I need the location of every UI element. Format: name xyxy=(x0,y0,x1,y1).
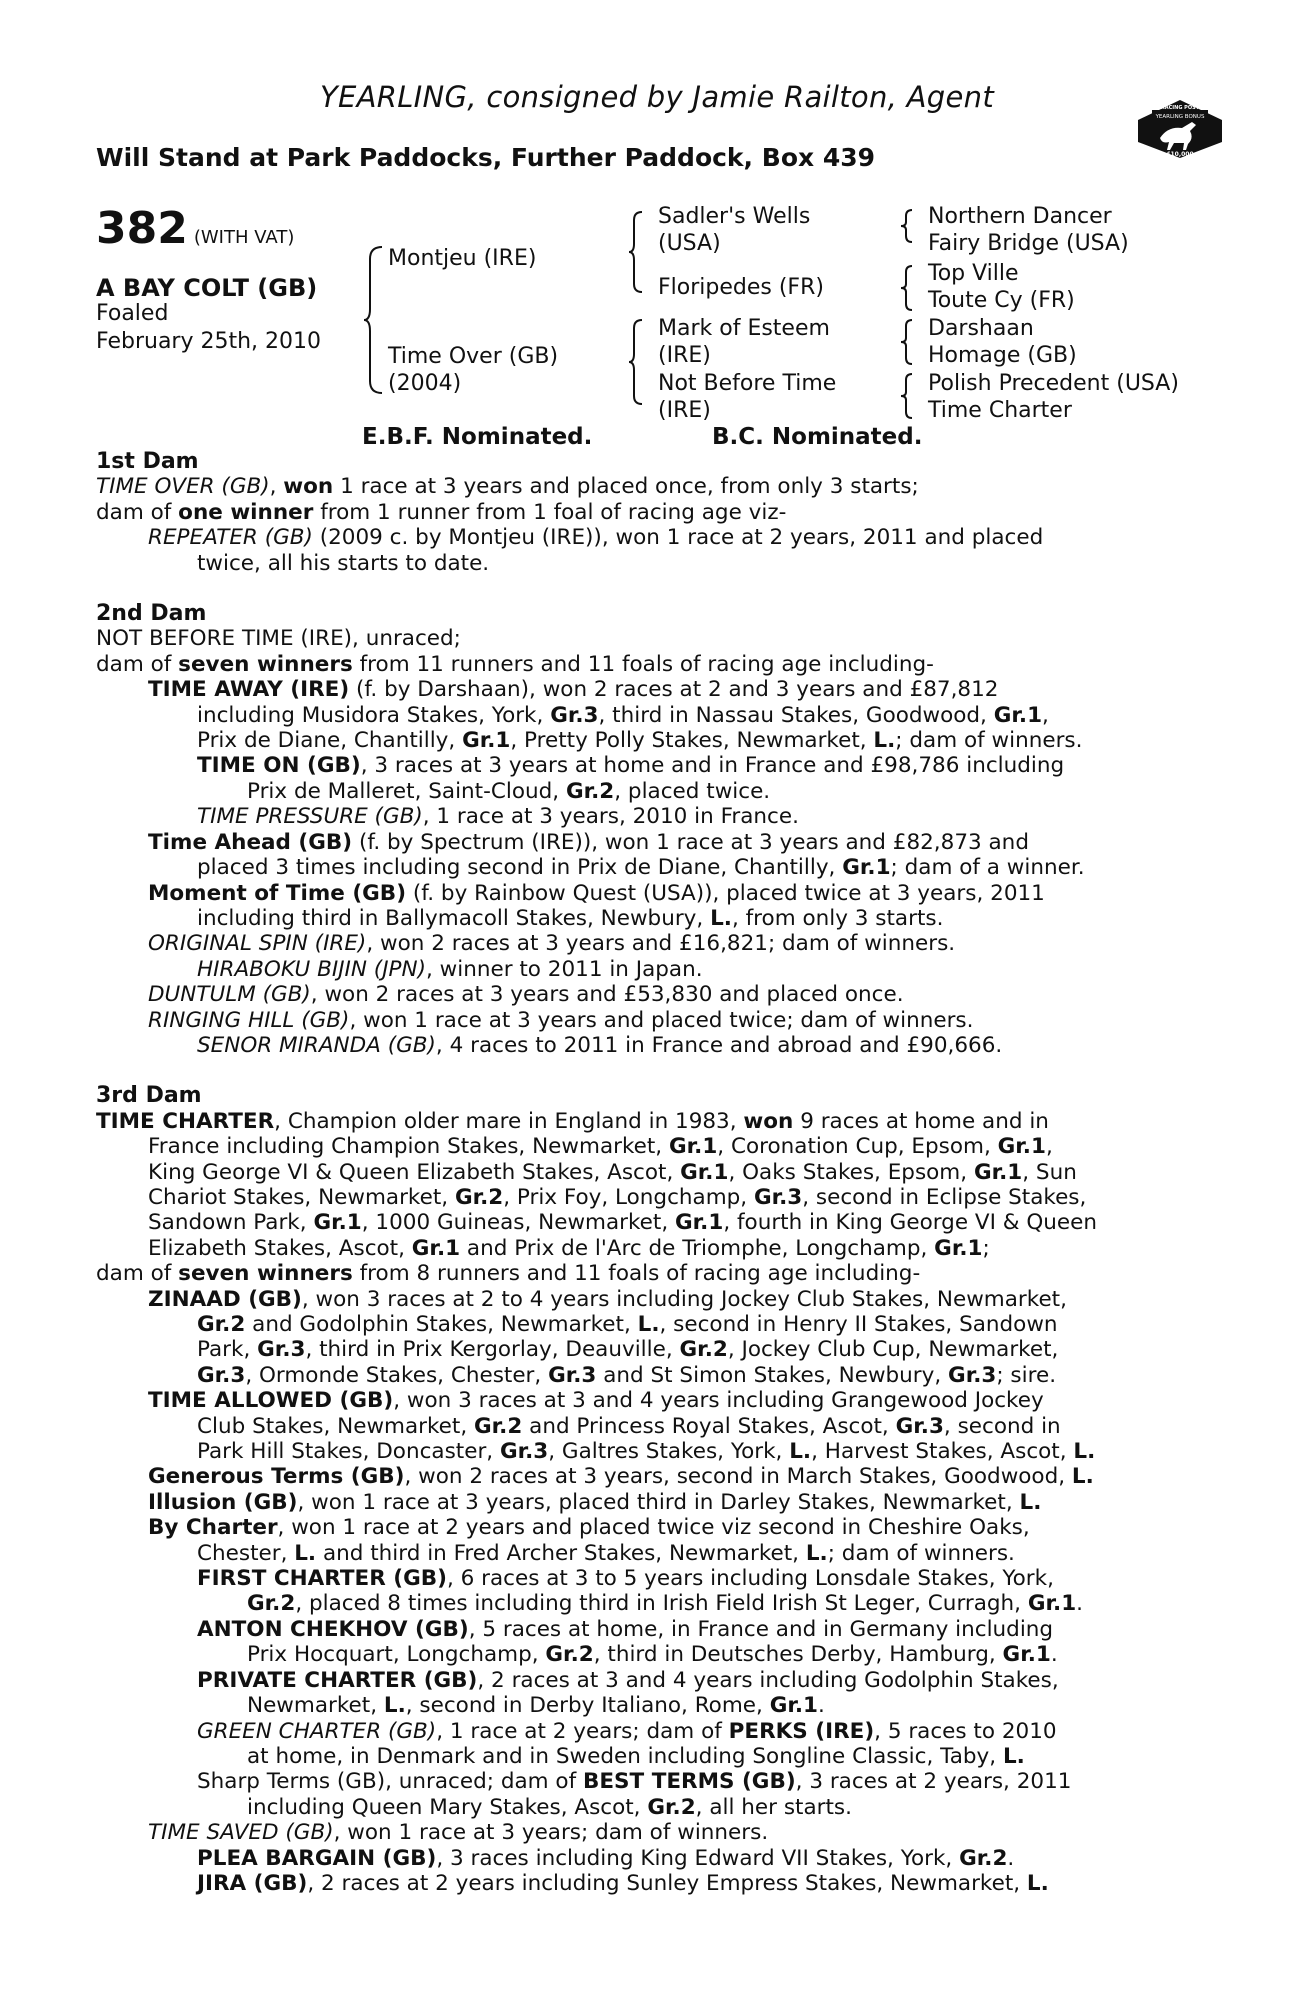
first-dam-heading: 1st Dam xyxy=(96,449,199,474)
sire-dam: Floripedes (FR) xyxy=(658,275,824,300)
lot-name: A BAY COLT (GB) xyxy=(96,274,318,302)
produce-entry-cont: Prix de Malleret, Saint-Cloud, Gr.2, placed twice. xyxy=(247,778,771,804)
gg-1 xyxy=(928,203,1129,257)
third-dam-line-cont: France including Champion Stakes, Newmarket, Gr.1, Coronation Cup, Epsom, Gr.1, xyxy=(148,1134,1053,1160)
gg-3 xyxy=(928,315,1077,369)
lot-number: 382 xyxy=(96,203,188,254)
produce-entry: FIRST CHARTER (GB), 6 races at 3 to 5 years including Lonsdale Stakes, York, xyxy=(197,1566,1054,1592)
produce-entry: TIME ALLOWED (GB), won 3 races at 3 and 4 years including Grangewood Jockey xyxy=(148,1388,1044,1414)
dam-year: (2004) xyxy=(388,371,462,396)
dam-dam-name: Not Before Time xyxy=(658,371,837,396)
gg-sire-2: Top Ville xyxy=(928,261,1019,286)
sire-sire xyxy=(658,203,810,257)
pedigree-brace-gg1 xyxy=(900,208,916,244)
produce-entry: RINGING HILL (GB), won 1 race at 3 years and placed twice; dam of winners. xyxy=(148,1007,974,1033)
third-dam-line-cont: Chariot Stakes, Newmarket, Gr.2, Prix Foy, Longchamp, Gr.3, second in Eclipse Stakes, xyxy=(148,1184,1087,1210)
produce-entry: GREEN CHARTER (GB), 1 race at 2 years; dam of PERKS (IRE), 5 races to 2010 xyxy=(197,1718,1057,1744)
third-dam-line-cont: King George VI & Queen Elizabeth Stakes, Ascot, Gr.1, Oaks Stakes, Epsom, Gr.1, Sun xyxy=(148,1159,1077,1185)
produce-entry-cont: Prix de Diane, Chantilly, Gr.1, Pretty Polly Stakes, Newmarket, L.; dam of winners. xyxy=(197,728,1083,754)
produce-entry: TIME ON (GB), 3 races at 3 years at home and in France and £98,786 including xyxy=(197,753,1065,779)
consignment-heading: YEARLING, consigned by Jamie Railton, Agent xyxy=(319,80,994,114)
produce-entry: ZINAAD (GB), won 3 races at 2 to 4 years including Jockey Club Stakes, Newmarket, xyxy=(148,1286,1067,1312)
produce-entry-cont: including Musidora Stakes, York, Gr.3, third in Nassau Stakes, Goodwood, Gr.1, xyxy=(197,702,1049,728)
produce-entry: HIRABOKU BIJIN (JPN), winner to 2011 in Japan. xyxy=(197,956,703,982)
produce-entry-cont: Club Stakes, Newmarket, Gr.2 and Princess Royal Stakes, Ascot, Gr.3, second in xyxy=(197,1413,1061,1439)
pedigree-brace-sire xyxy=(628,210,646,294)
produce-entry-cont: including third in Ballymacoll Stakes, Newbury, L., from only 3 starts. xyxy=(197,905,944,931)
produce-entry-cont: placed 3 times including second in Prix de Diane, Chantilly, Gr.1; dam of a winner. xyxy=(197,855,1085,881)
vat-note: (WITH VAT) xyxy=(193,227,295,248)
pedigree-brace-main xyxy=(362,245,386,395)
pedigree-brace-gg3 xyxy=(900,318,916,366)
produce-entry-cont: including Queen Mary Stakes, Ascot, Gr.2, all her starts. xyxy=(247,1794,852,1820)
dam-sire-origin: (IRE) xyxy=(658,343,711,368)
dam-sire xyxy=(658,315,830,369)
third-dam-line: TIME CHARTER, Champion older mare in England in 1983, won 9 races at home and in xyxy=(96,1108,1049,1134)
produce-entry: TIME PRESSURE (GB), 1 race at 3 years, 2010 in France. xyxy=(197,804,799,830)
produce-entry-cont: Park Hill Stakes, Doncaster, Gr.3, Galtres Stakes, York, L., Harvest Stakes, Ascot, L. xyxy=(197,1439,1096,1465)
dam-sire-name: Mark of Esteem xyxy=(658,316,830,341)
ebf-nomination: E.B.F. Nominated. xyxy=(362,424,593,450)
produce-entry-cont: Park, Gr.3, third in Prix Kergorlay, Deauville, Gr.2, Jockey Club Cup, Newmarket, xyxy=(197,1337,1059,1363)
bc-nomination: B.C. Nominated. xyxy=(712,424,923,450)
produce-entry-cont: Prix Hocquart, Longchamp, Gr.2, third in Deutsches Derby, Hamburg, Gr.1. xyxy=(247,1642,1058,1668)
produce-entry-cont: Gr.2 and Godolphin Stakes, Newmarket, L., second in Henry II Stakes, Sandown xyxy=(197,1312,1058,1337)
pedigree-brace-gg2 xyxy=(900,264,916,312)
third-dam-line-cont: Sandown Park, Gr.1, 1000 Guineas, Newmarket, Gr.1, fourth in King George VI & Queen xyxy=(148,1210,1098,1236)
gg-dam-2: Toute Cy (FR) xyxy=(928,288,1075,313)
gg-dam-4: Time Charter xyxy=(928,398,1072,423)
badge-mid-text: YEARLING BONUS xyxy=(1155,114,1205,120)
foaled-info xyxy=(96,300,321,356)
third-dam-produce-summary: dam of seven winners from 8 runners and 11 foals of racing age including- xyxy=(96,1261,921,1287)
produce-entry: REPEATER (GB) (2009 c. by Montjeu (IRE)), won 1 race at 2 years, 2011 and placed xyxy=(148,525,1044,551)
gg-sire-3: Darshaan xyxy=(928,316,1034,341)
sire-sire-origin: (USA) xyxy=(658,231,721,256)
second-dam-line: NOT BEFORE TIME (IRE), unraced; xyxy=(96,626,461,652)
dam-name: Time Over (GB) xyxy=(388,344,559,369)
produce-entry: ORIGINAL SPIN (IRE), won 2 races at 3 years and £16,821; dam of winners. xyxy=(148,931,956,957)
sire: Montjeu (IRE) xyxy=(388,246,537,271)
foaled-label: Foaled xyxy=(96,301,169,326)
produce-entry: TIME SAVED (GB), won 1 race at 3 years; dam of winners. xyxy=(148,1820,769,1846)
gg-2 xyxy=(928,260,1075,314)
produce-entry: Moment of Time (GB) (f. by Rainbow Quest (USA)), placed twice at 3 years, 2011 xyxy=(148,880,1045,906)
third-dam-heading: 3rd Dam xyxy=(96,1083,202,1109)
produce-entry-cont: Newmarket, L., second in Derby Italiano, Rome, Gr.1. xyxy=(247,1693,825,1719)
produce-entry: PLEA BARGAIN (GB), 3 races including King Edward VII Stakes, York, Gr.2. xyxy=(197,1845,1015,1871)
produce-entry-cont: Chester, L. and third in Fred Archer Stakes, Newmarket, L.; dam of winners. xyxy=(197,1540,1015,1566)
stand-location: Will Stand at Park Paddocks, Further Paddock, Box 439 xyxy=(96,143,876,172)
yearling-bonus-badge xyxy=(1130,98,1230,160)
lot-number-block xyxy=(96,203,294,254)
produce-entry: Illusion (GB), won 1 race at 3 years, placed third in Darley Stakes, Newmarket, L. xyxy=(148,1489,1042,1515)
produce-entry: PRIVATE CHARTER (GB), 2 races at 3 and 4 years including Godolphin Stakes, xyxy=(197,1667,1059,1693)
first-dam-produce-summary: dam of one winner from 1 runner from 1 foal of racing age viz- xyxy=(96,499,787,525)
gg-dam-3: Homage (GB) xyxy=(928,343,1077,368)
catalogue-body xyxy=(96,449,1206,1896)
foaled-date: February 25th, 2010 xyxy=(96,329,322,354)
produce-entry: Generous Terms (GB), won 2 races at 3 years, second in March Stakes, Goodwood, L. xyxy=(148,1464,1094,1490)
pedigree-brace-dam xyxy=(628,318,646,406)
second-dam-produce-summary: dam of seven winners from 11 runners and 11 foals of racing age including- xyxy=(96,651,934,677)
produce-entry-cont: twice, all his starts to date. xyxy=(197,550,490,576)
badge-bottom-text: £10,000 xyxy=(1166,151,1194,158)
first-dam-line: TIME OVER (GB), won 1 race at 3 years and placed once, from only 3 starts; xyxy=(96,474,919,500)
produce-entry: JIRA (GB), 2 races at 2 years including Sunley Empress Stakes, Newmarket, L. xyxy=(197,1870,1049,1896)
dam-dam-origin: (IRE) xyxy=(658,398,711,423)
second-dam-heading: 2nd Dam xyxy=(96,601,207,627)
produce-entry-cont: Gr.3, Ormonde Stakes, Chester, Gr.3 and St Simon Stakes, Newbury, Gr.3; sire. xyxy=(197,1362,1057,1388)
produce-entry-cont: Gr.2, placed 8 times including third in Irish Field Irish St Leger, Curragh, Gr.1. xyxy=(247,1591,1084,1617)
gg-sire-1: Northern Dancer xyxy=(928,204,1112,229)
produce-entry: SENOR MIRANDA (GB), 4 races to 2011 in France and abroad and £90,666. xyxy=(197,1032,1003,1058)
produce-entry: ANTON CHEKHOV (GB), 5 races at home, in France and in Germany including xyxy=(197,1616,1054,1642)
badge-top-text: RACING POST xyxy=(1160,105,1200,111)
dam xyxy=(388,343,558,397)
produce-entry: Sharp Terms (GB), unraced; dam of BEST TERMS (GB), 3 races at 2 years, 2011 xyxy=(197,1769,1072,1795)
gg-4 xyxy=(928,370,1179,424)
pedigree-brace-gg4 xyxy=(900,372,916,420)
produce-entry: DUNTULM (GB), won 2 races at 3 years and £53,830 and placed once. xyxy=(148,982,904,1008)
dam-dam xyxy=(658,370,836,424)
third-dam-line-cont: Elizabeth Stakes, Ascot, Gr.1 and Prix de l'Arc de Triomphe, Longchamp, Gr.1; xyxy=(148,1235,990,1261)
produce-entry-cont: at home, in Denmark and in Sweden including Songline Classic, Taby, L. xyxy=(247,1743,1025,1769)
produce-entry: TIME AWAY (IRE) (f. by Darshaan), won 2 races at 2 and 3 years and £87,812 xyxy=(148,677,999,703)
produce-entry: By Charter, won 1 race at 2 years and placed twice viz second in Cheshire Oaks, xyxy=(148,1515,1030,1541)
produce-entry: Time Ahead (GB) (f. by Spectrum (IRE)), won 1 race at 3 years and £82,873 and xyxy=(148,829,1029,855)
gg-dam-1: Fairy Bridge (USA) xyxy=(928,231,1129,256)
sire-sire-name: Sadler's Wells xyxy=(658,204,811,229)
gg-sire-4: Polish Precedent (USA) xyxy=(928,371,1179,396)
